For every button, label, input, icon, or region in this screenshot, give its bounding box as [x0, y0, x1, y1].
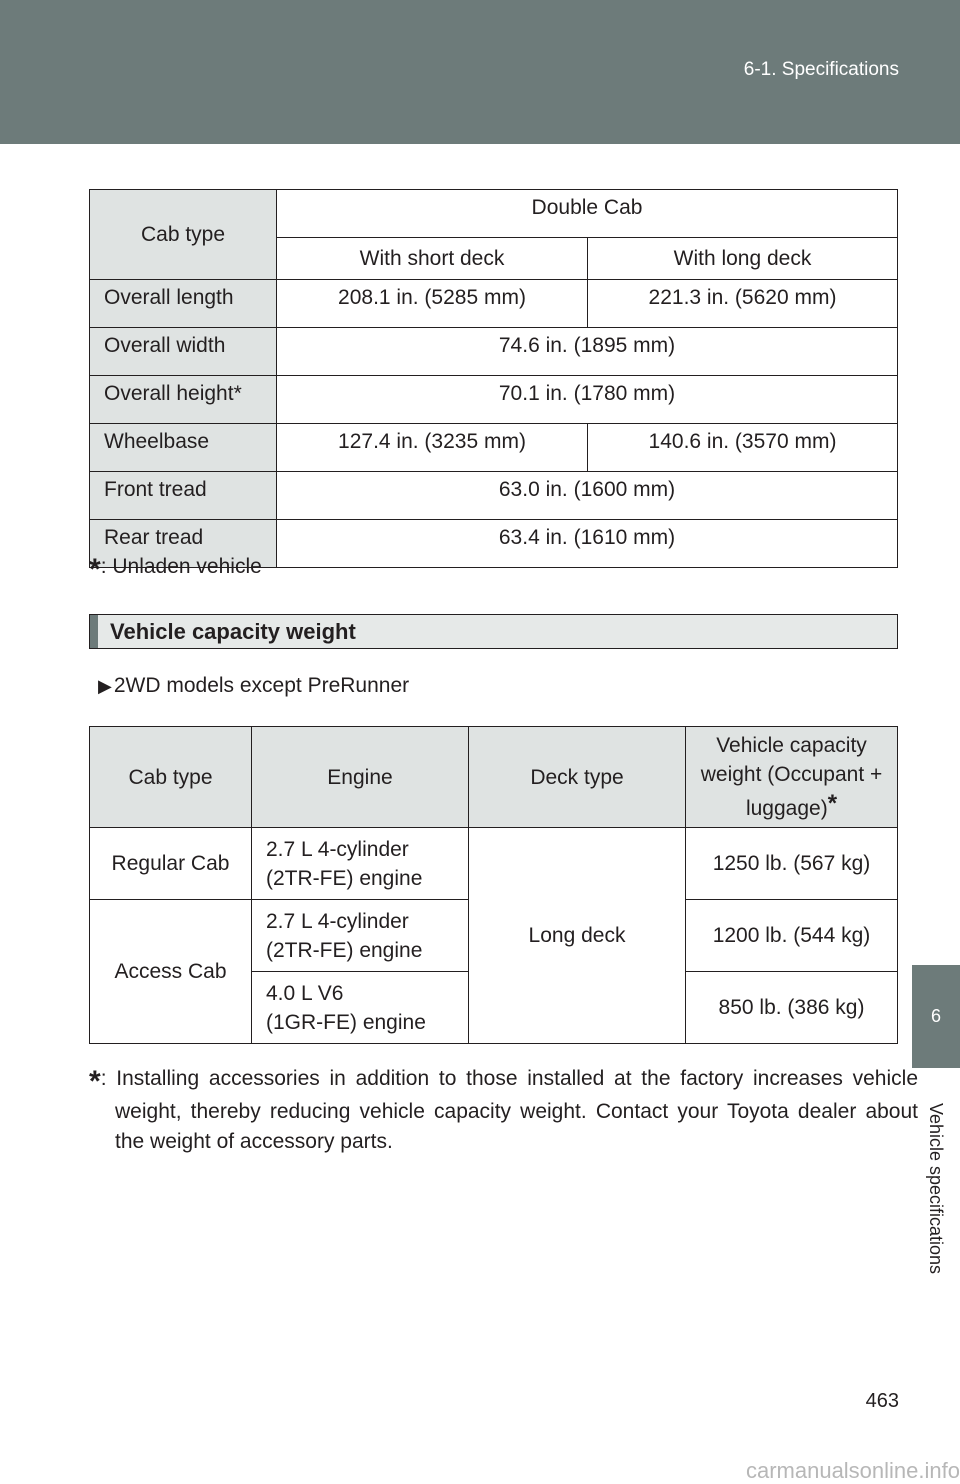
footnote-text: : Unladen vehicle [100, 555, 262, 578]
weight-cell: 1200 lb. (544 kg) [686, 900, 898, 972]
capacity-header-text: Vehicle capacity weight (Occupant + luggage) [700, 734, 883, 820]
row-label: Rear tread [90, 520, 277, 568]
table-row [90, 328, 898, 376]
asterisk-mark: * [89, 1065, 101, 1098]
section-heading-title: Vehicle capacity weight [110, 618, 356, 644]
table-row [90, 424, 898, 472]
cab-cell: Access Cab [90, 900, 252, 1044]
cell-value: 140.6 in. (3570 mm) [588, 424, 898, 472]
engine-cell [252, 900, 469, 972]
watermark: carmanualsonline.info [745, 1458, 960, 1483]
dimensions-table [89, 189, 898, 568]
cell-value: 63.0 in. (1600 mm) [277, 472, 898, 520]
row-label: Front tread [90, 472, 277, 520]
capacity-header [686, 727, 898, 828]
engine-cell [252, 972, 469, 1044]
cell-value: 208.1 in. (5285 mm) [277, 280, 588, 328]
row-label: Overall width [90, 328, 277, 376]
engine-name: 2.7 L 4-cylinder [266, 909, 409, 933]
table-row [90, 280, 898, 328]
chapter-tab-text: Vehicle specifications [926, 1102, 947, 1274]
table-header-row [90, 727, 898, 828]
footnote-unladen [89, 552, 262, 585]
row-label: Overall height* [90, 376, 277, 424]
page-number: 463 [865, 1390, 899, 1412]
double-cab-header: Double Cab [277, 190, 898, 238]
table-row [90, 472, 898, 520]
subheading-text: 2WD models except PreRunner [113, 674, 410, 697]
engine-cell [252, 828, 469, 900]
right-triangle-icon: ▶ [98, 676, 112, 696]
cell-value: 127.4 in. (3235 mm) [277, 424, 588, 472]
engine-code: (2TR-FE) engine [266, 938, 423, 962]
heading-accent-bar [90, 615, 98, 648]
capacity-table [89, 726, 898, 1044]
cab-cell: Regular Cab [90, 828, 252, 900]
model-subheading [98, 674, 409, 698]
deck-cell: Long deck [469, 828, 686, 1044]
engine-code: (2TR-FE) engine [266, 866, 423, 890]
weight-cell: 850 lb. (386 kg) [686, 972, 898, 1044]
asterisk-mark: * [827, 790, 838, 817]
table-row [90, 376, 898, 424]
section-heading [89, 614, 898, 649]
page-header [0, 0, 960, 144]
cab-type-header: Cab type [90, 727, 252, 828]
engine-header: Engine [252, 727, 469, 828]
cell-value: 221.3 in. (5620 mm) [588, 280, 898, 328]
row-label: Wheelbase [90, 424, 277, 472]
row-label: Overall length [90, 280, 277, 328]
engine-code: (1GR-FE) engine [266, 1010, 426, 1034]
weight-cell: 1250 lb. (567 kg) [686, 828, 898, 900]
deck-type-header: Deck type [469, 727, 686, 828]
footnote-accessories [89, 1064, 918, 1157]
cell-value: 63.4 in. (1610 mm) [277, 520, 898, 568]
cell-value: 70.1 in. (1780 mm) [277, 376, 898, 424]
long-deck-header: With long deck [588, 238, 898, 280]
cell-value: 74.6 in. (1895 mm) [277, 328, 898, 376]
table-row [90, 828, 898, 900]
chapter-tab-label [912, 1068, 960, 1308]
asterisk-mark: * [89, 553, 101, 586]
short-deck-header: With short deck [277, 238, 588, 280]
cab-type-header: Cab type [90, 190, 277, 280]
chapter-tab-number[interactable]: 6 [912, 965, 960, 1068]
footnote-text: : Installing accessories in addition to those installed at the factory increases vehicle weight, thereby reducing vehicle capacity weight. Contact your Toyota dealer about the weight of accessory parts. [100, 1067, 918, 1153]
section-title: 6-1. Specifications [743, 59, 899, 80]
engine-name: 4.0 L V6 [266, 981, 344, 1005]
engine-name: 2.7 L 4-cylinder [266, 837, 409, 861]
